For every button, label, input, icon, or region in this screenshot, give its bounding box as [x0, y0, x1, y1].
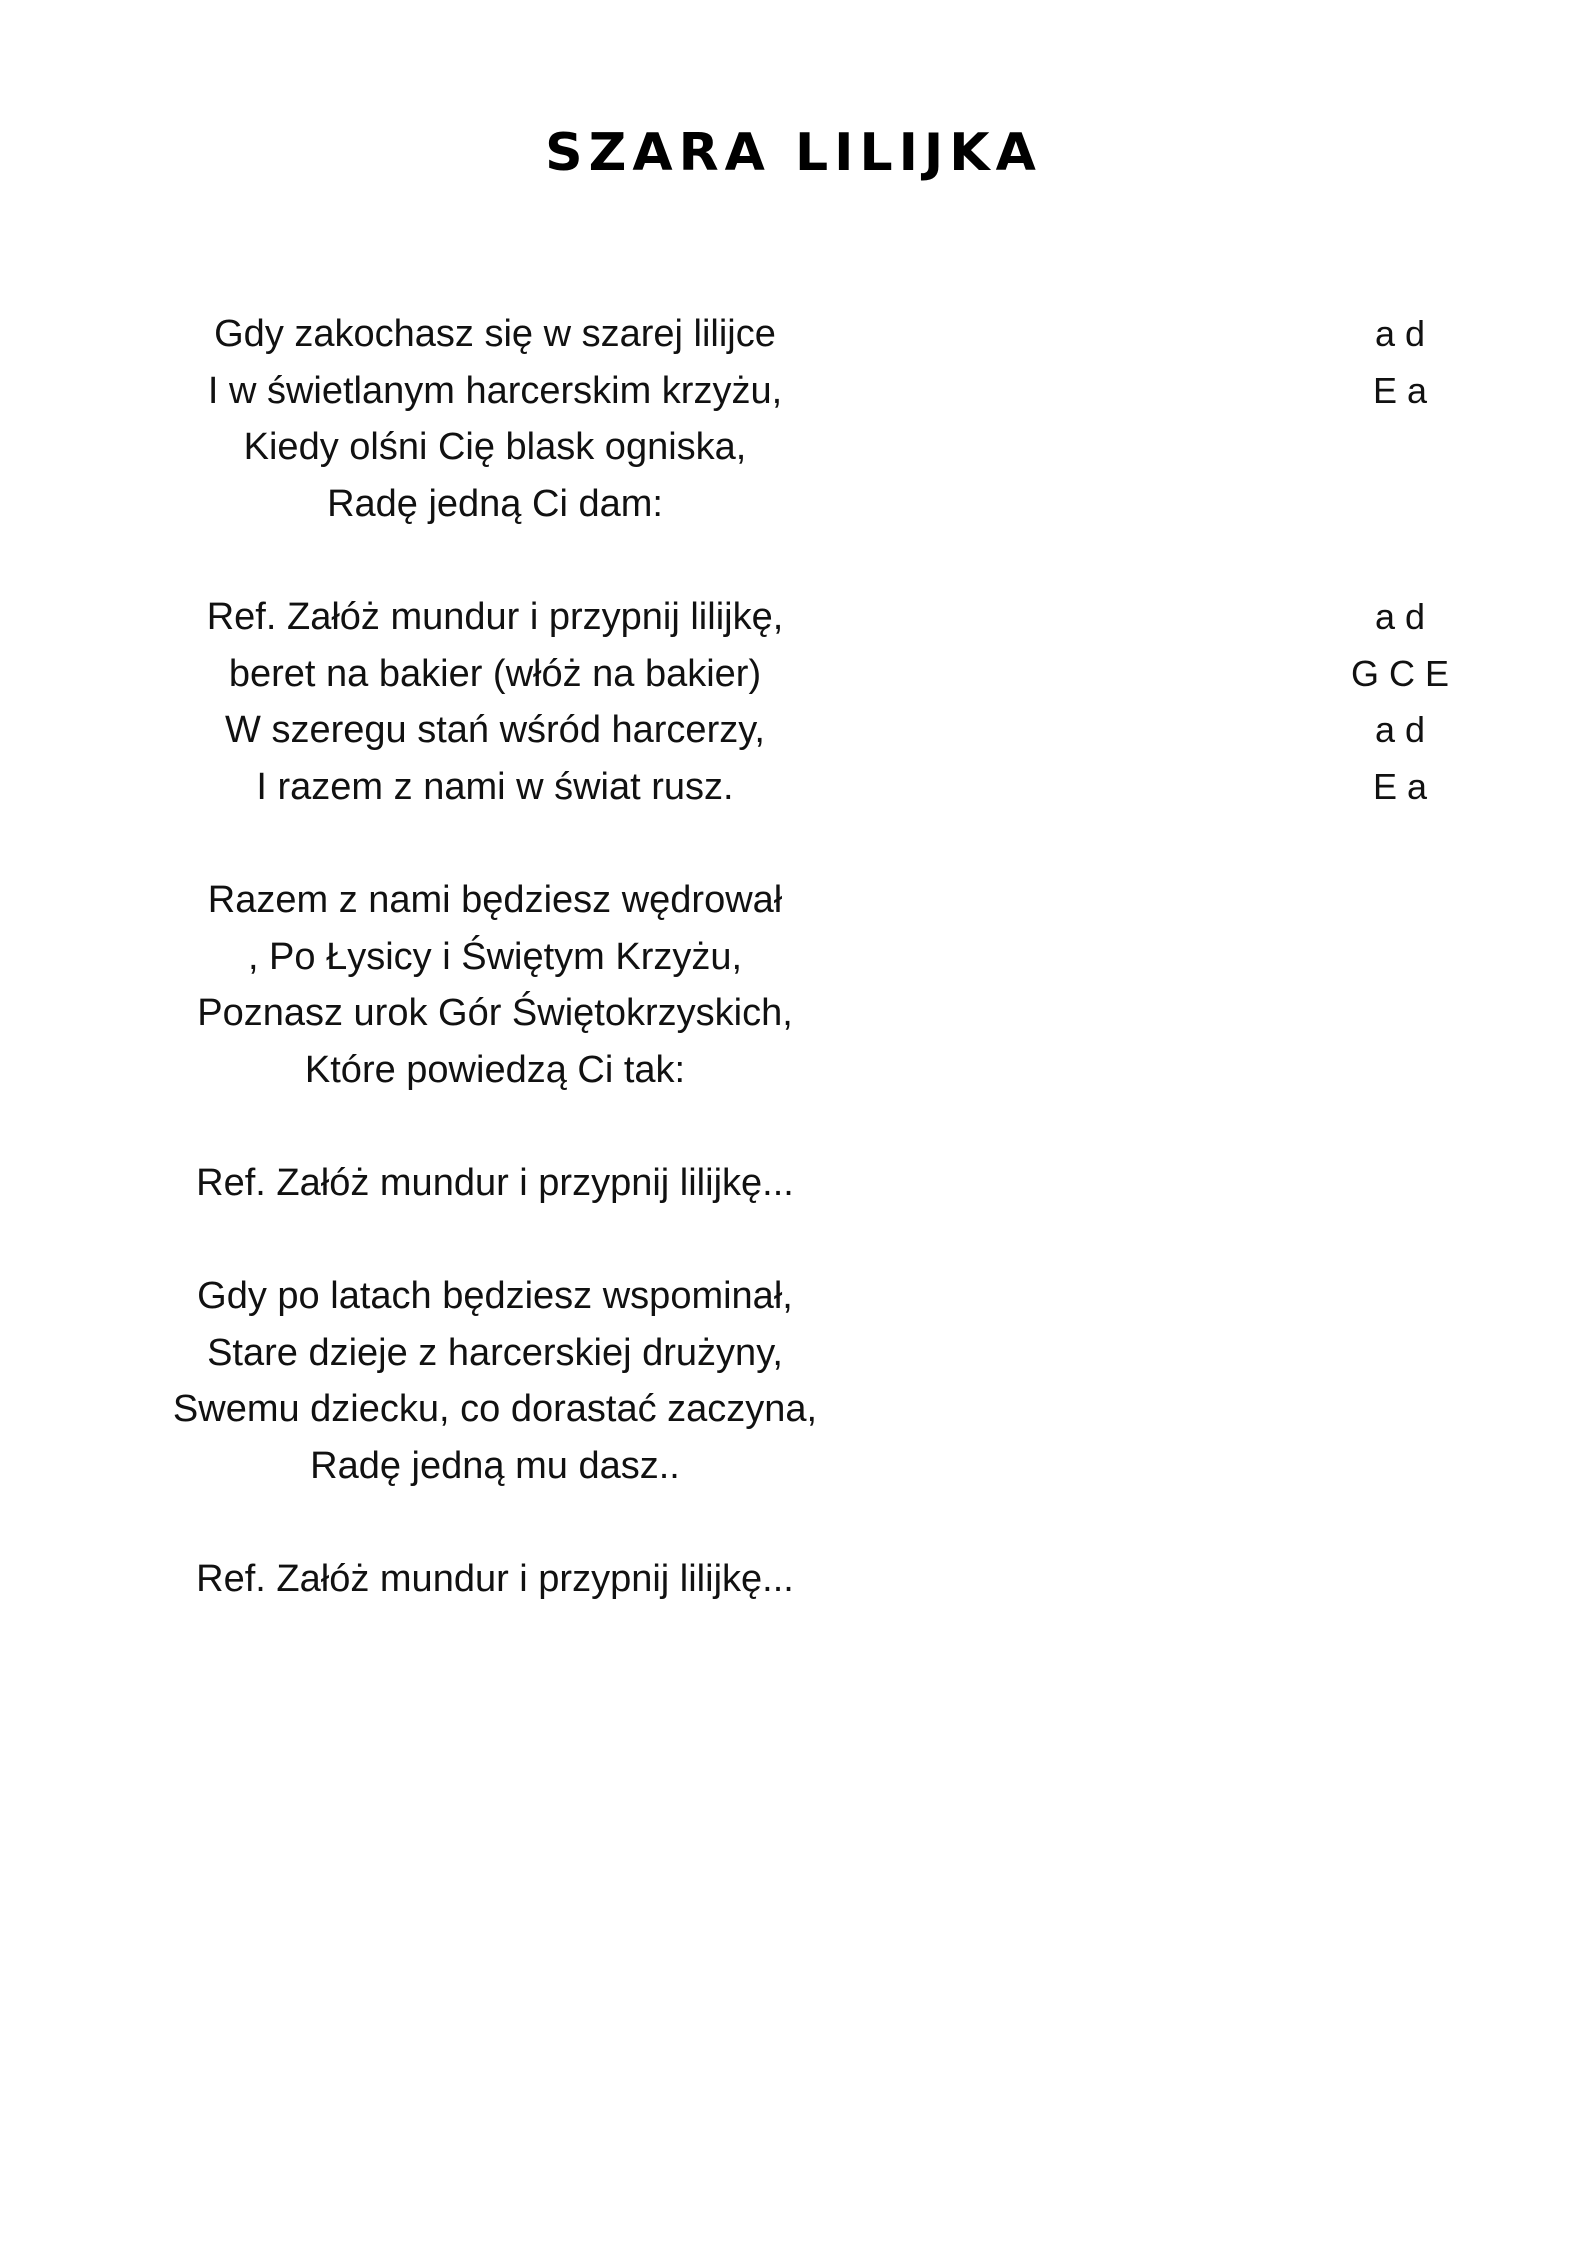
- lyrics-column: [145, 306, 845, 1608]
- lyric-line: I razem z nami w świat rusz.: [256, 765, 734, 808]
- chord-line-blank: [1300, 532, 1500, 589]
- lyric-line: Swemu dziecku, co dorastać zaczyna,: [172, 1388, 818, 1431]
- lyric-line: Radę jedną Ci dam:: [327, 482, 663, 525]
- lyric-line-blank: [145, 815, 845, 872]
- chord-line: E a: [1372, 765, 1428, 807]
- lyric-line: , Po Łysicy i Świętym Krzyżu,: [247, 935, 743, 978]
- lyric-line: Ref. Załóż mundur i przypnij lilijkę,: [206, 595, 784, 638]
- lyric-line-blank: [145, 1098, 845, 1155]
- page-title: SZARA LILIJKA: [545, 123, 1042, 183]
- chord-line: E a: [1372, 369, 1428, 411]
- chords-column: [1300, 306, 1500, 815]
- chord-line: a d: [1374, 709, 1426, 751]
- lyric-line: beret na bakier (włóż na bakier): [228, 652, 762, 695]
- lyric-line: Radę jedną mu dasz..: [310, 1444, 680, 1487]
- chord-line-blank: [1300, 419, 1500, 476]
- lyric-line-blank: [145, 1212, 845, 1269]
- chord-line: G C E: [1350, 652, 1449, 694]
- lyric-line: Gdy zakochasz się w szarej lilijce: [214, 313, 776, 355]
- lyric-line: Które powiedzą Ci tak:: [304, 1048, 686, 1091]
- chord-line-blank: [1300, 476, 1500, 533]
- chord-line: a d: [1374, 595, 1426, 637]
- lyric-line: Kiedy olśni Cię blask ogniska,: [243, 426, 747, 469]
- lyric-line-blank: [145, 1494, 845, 1551]
- chord-line: a d: [1374, 313, 1426, 354]
- lyric-line: Ref. Załóż mundur i przypnij lilijkę...: [196, 1558, 794, 1601]
- lyric-line: Ref. Załóż mundur i przypnij lilijkę...: [196, 1161, 794, 1204]
- lyric-line: W szeregu stań wśród harcerzy,: [225, 709, 765, 752]
- lyric-line: I w świetlanym harcerskim krzyżu,: [207, 369, 783, 412]
- lyric-line-blank: [145, 532, 845, 589]
- lyric-line: Razem z nami będziesz wędrował: [207, 878, 783, 921]
- lyric-line: Gdy po latach będziesz wspominał,: [197, 1275, 793, 1318]
- lyric-line: Poznasz urok Gór Świętokrzyskich,: [197, 992, 793, 1035]
- lyric-line: Stare dzieje z harcerskiej drużyny,: [207, 1331, 783, 1374]
